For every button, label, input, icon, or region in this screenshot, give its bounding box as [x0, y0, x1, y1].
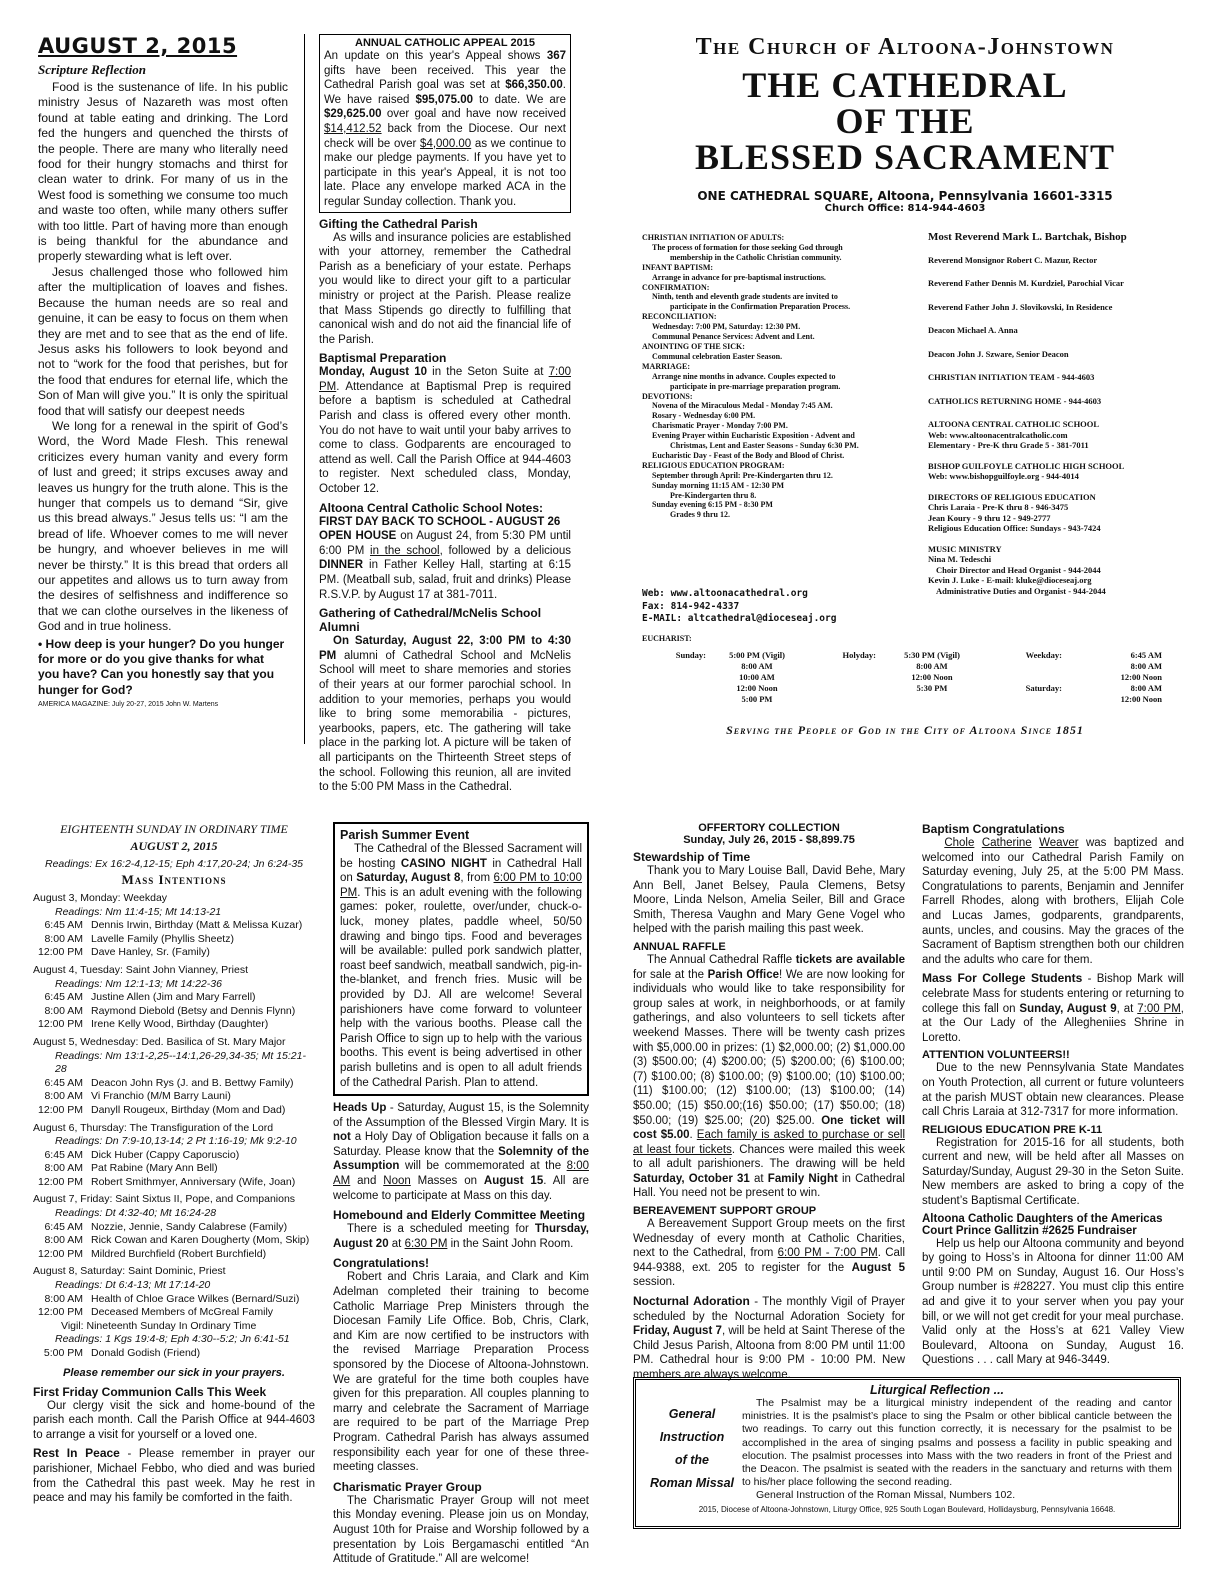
- acc-notes-body: FIRST DAY BACK TO SCHOOL - AUGUST 26 OPEN HOUSE on August 24, from 5:30 PM until 6:00 PM in the school, followed by a delicious DINNER in Father Kelley Hall, starting at 6:15 PM. (Meatball sub, salad, fruit and drinks) Please R.S.V.P. by August 17 at 381-7011.: [319, 515, 571, 601]
- music-ministry-line: Nina M. Tedeschi: [928, 554, 992, 564]
- intention-time: 8:00 AM: [44, 932, 83, 945]
- sacrament-heading: CHRISTIAN INITIATION OF ADULTS:: [642, 233, 785, 242]
- scripture-paragraph: We long for a renewal in the spirit of God’s Word, the Word Made Flesh. This renewal criticizes every human vanity and every form of lust and greed; it strips excuses away and leaves us hungry for the truth alone. This is the hunger that compels us to demand “Sir, give us this bread always.” Jesus tells us: “I am the bread of life. Whoever comes to me will never be hungry, and whoever believes in me will never be thirsty.” It is this bread that orders all our appetites and allows us to turn away from the desires of selfishness and indifference so that we can clothe ourselves in the likeness of God and in true holiness.: [38, 418, 288, 634]
- intention-row: [33, 1104, 315, 1118]
- music-ministry-line: Administrative Duties and Organist - 944-2044: [936, 585, 1106, 596]
- intention-row: [33, 1221, 315, 1235]
- intention-row: [33, 1077, 315, 1091]
- directory-entry: CATHOLICS RETURNING HOME - 944-4603: [928, 395, 1102, 406]
- holyday-times: [882, 650, 982, 705]
- appeal-body: An update on this year's Appeal shows 367 gifts have been received. This year the Cathedral Parish goal was set at $66,350.00. We have raised $95,075.00 to date. We are $29,625.00 over goal and have now received $14,412.52 back from the Diocese. Our next check will be over $4,000.00 as we continue to make our pledge payments. If you have yet to participate in this year's Appeal, it is not too late. Place any envelope marked ACA in the regular Sunday collection. Thank you.: [324, 50, 566, 208]
- ordinary-time-title: EIGHTEENTH SUNDAY IN ORDINARY TIME: [60, 822, 288, 836]
- intention-name: Robert Smithmyer, Anniversary (Wife, Joan): [91, 1175, 296, 1188]
- liturgical-text: [742, 1397, 1172, 1503]
- saturday-mass-time: 8:00 AM: [1130, 683, 1162, 693]
- volunteers-body: Due to the new Pennsylvania State Mandates on Youth Protection, all current or future volunteers at the parish MUST obtain new clearances. Please call Chris Laraia at 312-7317 for more information.: [922, 1062, 1184, 1119]
- intention-readings: Readings: Nm 11:4-15; Mt 14:13-21: [55, 905, 222, 918]
- directory-entry: CHRISTIAN INITIATION TEAM - 944-4603: [928, 372, 1095, 382]
- baptismal-title: Baptismal Preparation: [319, 351, 447, 366]
- email-link[interactable]: E-MAIL: altcathedral@dioceseaj.org: [642, 613, 837, 624]
- intention-name: Nozzie, Jennie, Sandy Calabrese (Family): [91, 1220, 288, 1233]
- music-ministry: [928, 544, 1188, 597]
- alumni-body: On Saturday, August 22, 3:00 PM to 4:30 PM alumni of Cathedral School and McNelis School will meet to share memories and stories of their years at our former parochial school. In addition to your memories, perhaps you would like to bring some memorabilia - pictures, yearbooks, papers, etc. The gathering will take place in the parking lot. A picture will be taken of all participants on the Thirteenth Street steps of the school. Following this reunion, all are invited to the 5:00 PM Mass in the Cathedral.: [319, 635, 571, 794]
- liturgical-cite: General Instruction of the Roman Missal, Numbers 102.: [756, 1489, 1016, 1502]
- holyday-mass-time: 5:30 PM (Vigil): [904, 650, 960, 660]
- summer-event-body: The Cathedral of the Blessed Sacrament will be hosting CASINO NIGHT in Cathedral Hall on Saturday, August 8, from 6:00 PM to 10:00 PM. This is an adult evening with the following games: poker, roulette, over/under, chuck-o-luck, money plates, paddle wheel, 50/50 drawing and bingo tips. Food and beverages will be available: pulled pork sandwich platter, roast beef sandwich, meatball sandwich, pig-in-the-blanket, and french fries. Music will be provided by DJ. All are welcome! Several parishioners have come forward to volunteer help with the various booths. Please call the Parish Office to sign up to help with the various booths. This event is being advertised in other parish bulletins and is open to all adult friends of the Cathedral Parish. Plan to attend.: [340, 843, 582, 1089]
- directory-entry: Deacon Michael A. Anna: [928, 325, 1018, 335]
- sacrament-heading: RECONCILIATION:: [642, 312, 717, 322]
- sunday-mass-time: 8:00 AM: [741, 661, 773, 671]
- acc-school-line: Elementary - Pre-K thru Grade 5 - 381-7011: [928, 440, 1089, 450]
- intention-row: [33, 933, 315, 947]
- bereavement-body: A Bereavement Support Group meets on the first Wednesday of every month at Catholic Charities, next to the Cathedral, from 6:00 PM - 7:00 PM. Call 944-9388, ext. 205 to register for the August 5 session.: [633, 1218, 906, 1289]
- intention-name: Deceased Members of McGreal Family: [91, 1306, 274, 1319]
- baptism-congrats-title: Baptism Congratulations: [922, 822, 1065, 836]
- intention-row: [33, 1018, 315, 1032]
- homebound-body: There is a scheduled meeting for Thursday, August 20 at 6:30 PM in the Saint John Room.: [333, 1223, 589, 1250]
- cathedral-line-1: THE CATHEDRAL: [742, 65, 1068, 105]
- intention-time: 6:45 AM: [44, 919, 83, 932]
- sacrament-line: Ninth, tenth and eleventh grade students are invited to: [652, 292, 838, 302]
- intention-row: [33, 1176, 315, 1190]
- middle-bottom-column: [333, 822, 589, 1567]
- summer-event-box: [333, 822, 589, 1096]
- mass-intentions-title: Mass Intentions: [121, 872, 227, 887]
- sacrament-line: September through April: Pre-Kindergarten thru 12.: [652, 470, 833, 480]
- bg-school-line: Web: www.bishopguilfoyle.org - 944-4014: [928, 471, 1079, 481]
- volunteers-title: ATTENTION VOLUNTEERS!!: [922, 1049, 1070, 1062]
- sacrament-line: participate in the Confirmation Preparation Process.: [670, 302, 851, 312]
- weekday-label: Weekday:: [1025, 650, 1062, 660]
- directory-entry: Reverend Father Dennis M. Kurdziel, Parochial Vicar: [928, 278, 1124, 288]
- sacrament-line: Rosary - Wednesday 6:00 PM.: [652, 411, 756, 421]
- intention-day: August 5, Wednesday: Ded. Basilica of St. Mary Major: [33, 1035, 286, 1048]
- offertory-column: [633, 822, 905, 1383]
- homebound-title: Homebound and Elderly Committee Meeting: [333, 1208, 586, 1223]
- intention-day: August 8, Saturday: Saint Dominic, Priest: [33, 1265, 226, 1278]
- charismatic-body: The Charismatic Prayer Group will not meet this Monday evening. Please join us on Monday, August 10th for Praise and Worship followed by a presentation by Lois Bergamaschi entitled “An Attitude of Gratitude.” All are welcome!: [333, 1494, 589, 1566]
- sacrament-heading: MARRIAGE:: [642, 361, 690, 371]
- fax-number: Fax: 814-942-4337: [642, 600, 740, 612]
- appeal-title: ANNUAL CATHOLIC APPEAL 2015: [355, 37, 535, 49]
- holyday-mass-time: 8:00 AM: [916, 661, 948, 671]
- intention-time: 8:00 AM: [44, 1234, 83, 1247]
- sick-prayer: Please remember our sick in your prayers.: [63, 1366, 285, 1379]
- daughters-title-1: Altoona Catholic Daughters of the Americas: [922, 1212, 1163, 1225]
- eucharist-label: EUCHARIST:: [642, 634, 692, 643]
- intention-time: 12:00 PM: [38, 1247, 83, 1260]
- intention-name: Dennis Irwin, Birthday (Matt & Melissa Kuzar): [91, 919, 303, 932]
- directory-entries: [928, 255, 1188, 407]
- scripture-column: [38, 34, 288, 709]
- weekday-saturday-labels: [982, 650, 1072, 705]
- sacrament-heading: CONFIRMATION:: [642, 282, 710, 292]
- nocturnal-adoration: Nocturnal Adoration - The monthly Vigil of Prayer scheduled by the Nocturnal Adoration Society for Friday, August 7, will be held at Saint Therese of the Child Jesus Parish, Altoona from 8:00 PM until 11:00 PM. Cathedral hour is 9:00 PM - 10:00 PM. New members are always welcome.: [633, 1294, 905, 1381]
- intention-time: 8:00 AM: [44, 1004, 83, 1017]
- religious-ed-directors: [928, 492, 1188, 534]
- sacrament-heading: RELIGIOUS EDUCATION PROGRAM:: [642, 460, 785, 470]
- sacrament-line: Grades 9 thru 12.: [670, 510, 730, 520]
- bereavement-title: BEREAVEMENT SUPPORT GROUP: [633, 1205, 817, 1218]
- intention-time: 6:45 AM: [44, 991, 83, 1004]
- scripture-paragraph: Jesus challenged those who followed him after the multiplication of loaves and fishes. Because the human needs are so real and genuine, it can be easy to focus on them when they are met and to see that as the end of life. Jesus asks his followers to look beyond and not to “work for the food that perishes, but for the food that endures for eternal life, which the Son of Man will give you.” It is only the spiritual food that will satisfy our deepest needs: [38, 264, 288, 418]
- first-friday-title: First Friday Communion Calls This Week: [33, 1384, 267, 1399]
- acc-notes-title: Altoona Central Catholic School Notes:: [319, 500, 544, 515]
- eucharist-schedule: [642, 650, 1192, 705]
- sacrament-line: Novena of the Miraculous Medal - Monday 7:45 AM.: [652, 401, 833, 411]
- intention-readings: Readings: Dn 7:9-10,13-14; 2 Pt 1:16-19; Mk 9:2-10: [55, 1135, 297, 1148]
- sacrament-line: Wednesday: 7:00 PM, Saturday: 12:30 PM.: [652, 322, 801, 332]
- scripture-paragraph: Food is the sustenance of life. In his public ministry Jesus of Nazareth was most often found at table eating and drinking. The Lord fed the hungers and quenched the thirsts of the people. There are many who literally need food for their hungry stomachs and thirst for clean water to drink. For many of us in the West food is something we consume too much and waste too often, while many others suffer with too little. Part of having more than enough is being thankful for the abundance and properly stewarding what is left over.: [38, 80, 288, 264]
- intention-row: [33, 1090, 315, 1104]
- acc-school-info: [928, 419, 1188, 451]
- staff-directory: [928, 232, 1188, 596]
- intention-row: [33, 1005, 315, 1019]
- offertory-title: OFFERTORY COLLECTION: [698, 822, 840, 834]
- summer-event-title: Parish Summer Event: [340, 828, 470, 842]
- sacrament-line: Evening Prayer within Eucharistic Exposition - Advent and: [652, 431, 855, 441]
- girm-label-line: General: [668, 1407, 716, 1421]
- sacrament-line: Sunday morning 11:15 AM - 12:30 PM: [652, 480, 785, 490]
- intention-time: 12:00 PM: [38, 946, 83, 959]
- re-director-line: DIRECTORS OF RELIGIOUS EDUCATION: [928, 491, 1096, 502]
- gifting-title: Gifting the Cathedral Parish: [319, 216, 478, 231]
- middle-top-column: [319, 34, 571, 795]
- intention-row: [33, 1149, 315, 1163]
- heads-up: Heads Up - Saturday, August 15, is the Solemnity of the Assumption of the Blessed Virgin Mary. It is not a Holy Day of Obligation because it falls on a Saturday. Please know that the Solemnity of the Assumption will be commemorated at the 8:00 AM and Noon Masses on August 15. All are welcome to participate at Mass on this day.: [333, 1102, 590, 1202]
- sacrament-line: Eucharistic Day - Feast of the Body and Blood of Christ.: [652, 450, 845, 460]
- intention-name: Rick Cowan and Karen Dougherty (Mom, Skip): [91, 1234, 310, 1247]
- stewardship-body: Thank you to Mary Louise Ball, David Behe, Mary Ann Bell, Janet Belsey, Paula Clemens, Betsy Moore, Linda Nelson, Amelia Seiler, Bill and Grace Smith, Theresa Vaughn and Mary Gene Vogel who helped with the parish mailing this past week.: [633, 865, 905, 936]
- re-director-line: Chris Laraia - Pre-K thru 8 - 946-3475: [928, 502, 1069, 512]
- sunday-mass-time: 10:00 AM: [739, 672, 775, 682]
- intention-name: Lavelle Family (Phyllis Sheetz): [91, 932, 234, 945]
- sacrament-line: Pre-Kindergarten thru 8.: [670, 490, 757, 500]
- bg-school-info: [928, 461, 1188, 482]
- sacrament-line: The process of formation for those seeking God through: [652, 242, 843, 252]
- directory-entry: Deacon John J. Szware, Senior Deacon: [928, 348, 1069, 359]
- weekday-mass-time: 6:45 AM: [1130, 650, 1162, 660]
- holyday-mass-time: 5:30 PM: [916, 683, 948, 693]
- intention-name: Justine Allen (Jim and Mary Farrell): [91, 991, 256, 1004]
- intention-name: Danyll Rougeux, Birthday (Mom and Dad): [91, 1103, 286, 1116]
- holyday-mass-time: 12:00 Noon: [911, 672, 953, 682]
- liturgical-body: The Psalmist may be a liturgical ministry independent of the reading and cantor ministries. It is the psalmist’s place to sing the Psalm or other biblical canticle between the two readings. To carry out this function correctly, it is necessary for the psalmist to be accomplished in the area of singing psalms and possess a facility in public speaking and elocution. The psalmist processes into Mass with the two readers in front of the Priest and the Deacon. The psalmist is seated with the readers in the sanctuary and returns with them to his/her place following the second reading.: [742, 1397, 1172, 1489]
- intention-readings: Readings: Nm 12:1-13; Mt 14:22-36: [55, 977, 222, 990]
- cathedral-line-3: BLESSED SACRAMENT: [694, 137, 1116, 177]
- annual-appeal-box: [319, 34, 571, 213]
- contact-block: [642, 588, 836, 626]
- sacrament-line: Sunday evening 6:15 PM - 8:30 PM: [652, 500, 773, 510]
- sunday-readings: Readings: Ex 16:2-4,12-15; Eph 4:17,20-24; Jn 6:24-35: [44, 858, 303, 870]
- sunday-times: [712, 650, 802, 705]
- alumni-title: Gathering of Cathedral/McNelis School Alumni: [319, 606, 542, 635]
- liturgical-reflection-box: [633, 1377, 1181, 1529]
- sacrament-line: Arrange nine months in advance. Couples expected to: [652, 371, 836, 381]
- sacraments-list: [642, 233, 912, 520]
- saturday-label: Saturday:: [1025, 683, 1062, 693]
- intention-name: Dick Huber (Cappy Caporuscio): [91, 1148, 240, 1161]
- charismatic-title: Charismatic Prayer Group: [333, 1479, 482, 1494]
- directory-entry: Reverend Monsignor Robert C. Mazur, Rector: [928, 254, 1098, 265]
- intention-row: [33, 919, 315, 933]
- intention-day: August 4, Tuesday: Saint John Vianney, Priest: [33, 963, 248, 976]
- vigil-title: Vigil: Nineteenth Sunday In Ordinary Time: [61, 1319, 257, 1332]
- college-mass: Mass For College Students - Bishop Mark will celebrate Mass for students entering or returning to college this fall on Sunday, August 9, at 7:00 PM, at the Our Lady of the Allegheniies Shrine in Loretto.: [922, 971, 1184, 1044]
- bishop-name: Most Reverend Mark L. Bartchak, Bishop: [928, 231, 1127, 243]
- intention-day: August 7, Friday: Saint Sixtus II, Pope, and Companions: [33, 1193, 296, 1206]
- music-ministry-line: Kevin J. Luke - E-mail: kluke@dioceseaj.org: [928, 575, 1092, 585]
- intention-time: 6:45 AM: [44, 1148, 83, 1161]
- intention-time: 8:00 AM: [44, 1292, 83, 1305]
- sacrament-line: participate in pre-marriage preparation program.: [670, 381, 841, 391]
- congrats-title: Congratulations!: [333, 1256, 429, 1271]
- mass-intention-days: [33, 892, 315, 1320]
- music-ministry-line: Choir Director and Head Organist - 944-2044: [936, 564, 1101, 575]
- intention-row: [33, 1248, 315, 1262]
- intention-time: 12:00 PM: [38, 1103, 83, 1116]
- intention-time: 6:45 AM: [44, 1220, 83, 1233]
- baptism-congrats-body: Chole Catherine Weaver was baptized and welcomed into our Cathedral Parish Family on Saturday evening, July 25, at the 5:00 PM Mass. Congratulations to parents, Benjamin and Jennifer Farrell Rhodes, along with brothers, Elijah Cole and Lucas James, godparents, grandparents, aunts, uncles, and cousins. May the graces of the Sacrament of Baptism strengthen both our children and the adults who care for them.: [922, 837, 1184, 966]
- stewardship-title: Stewardship of Time: [633, 850, 751, 864]
- sacrament-line: Charismatic Prayer - Monday 7:00 PM.: [652, 421, 788, 431]
- intention-name: Irene Kelly Wood, Birthday (Daughter): [91, 1018, 269, 1031]
- daughters-body: Help us help our Altoona community and beyond by going to Hoss’s in Altoona for dinner 11:00 AM until 9:00 PM on Sunday, August 16. Our Hoss’s Group number is #28227. You must clip this entire ad and give it to your server when you pay your bill, or we will not get credit for your meal purchase. Valid only at the Hoss’s at 621 Valley View Boulevard, Altoona on Sunday, August 16. Questions . . . call Mary at 946-3449.: [922, 1237, 1184, 1367]
- church-name: The Church of Altoona-Johnstown: [695, 34, 1115, 60]
- intention-name: Raymond Diebold (Betsy and Dennis Flynn): [91, 1004, 296, 1017]
- scripture-source: AMERICA MAGAZINE: July 20-27, 2015 John W. Martens: [38, 701, 219, 709]
- weekday-mass-time: 8:00 AM: [1130, 661, 1162, 671]
- acc-school-line: Web: www.altoonacentralcatholic.com: [928, 429, 1068, 440]
- intention-row: [33, 946, 315, 960]
- office-phone: Church Office: 814-944-4603: [824, 203, 986, 214]
- cathedral-line-2: OF THE: [835, 101, 975, 141]
- sacrament-line: Communal celebration Easter Season.: [652, 351, 783, 361]
- directory-entry: Reverend Father John J. Slovikovski, In Residence: [928, 301, 1113, 312]
- weekday-mass-time: 12:00 Noon: [1120, 672, 1162, 682]
- girm-label-line: Instruction: [659, 1430, 725, 1444]
- intention-row: [33, 1293, 315, 1307]
- saturday-mass-time: 12:00 Noon: [1120, 694, 1162, 704]
- intention-readings: Readings: Dt 6:4-13; Mt 17:14-20: [55, 1279, 211, 1292]
- sunday-label: Sunday:: [675, 650, 706, 660]
- liturgical-title: Liturgical Reflection ...: [869, 1383, 1005, 1397]
- re-director-line: Religious Education Office: Sundays - 943-7424: [928, 523, 1101, 533]
- liturgical-content: [642, 1397, 1172, 1503]
- vigil-readings: Readings: 1 Kgs 19:4-8; Eph 4:30--5:2; Jn 6:41-51: [55, 1333, 290, 1346]
- baptismal-body: Monday, August 10 in the Seton Suite at 7:00 PM. Attendance at Baptismal Prep is required before a baptism is scheduled at Cathedral Parish and class is offered every other month. You do not have to wait until your baby arrives to come to class. Godparents are encouraged to attend as well. Call the Parish Office at 944-4603 to register. Next scheduled class, Monday, October 12.: [319, 366, 571, 496]
- raffle-title: ANNUAL RAFFLE: [633, 940, 726, 953]
- address: ONE CATHEDRAL SQUARE, Altoona, Pennsylvania 16601-3315: [697, 189, 1113, 203]
- girm-label-line: Roman Missal: [649, 1476, 735, 1490]
- sacrament-line: membership in the Catholic Christian community.: [670, 252, 842, 262]
- bg-school-line: BISHOP GUILFOYLE CATHOLIC HIGH SCHOOL: [928, 460, 1125, 471]
- rest-in-peace: Rest In Peace - Please remember in prayer our parishioner, Michael Febbo, who died and was buried from the Cathedral this past week. May he rest in peace and may his family be comforted in the faith.: [33, 1446, 316, 1505]
- intention-row: [33, 1306, 315, 1320]
- scripture-question: • How deep is your hunger? Do you hunger for more or do you give thanks for what you have? Can you honestly say that you hunger for God?: [38, 636, 285, 697]
- column-divider: [304, 34, 305, 744]
- intention-name: Deacon John Rys (J. and B. Bettwy Family): [91, 1076, 294, 1089]
- intention-time: 8:00 AM: [44, 1162, 83, 1175]
- sunday-mass-time: 5:00 PM (Vigil): [729, 650, 785, 660]
- intention-day: August 3, Monday: Weekday: [33, 892, 168, 904]
- religious-ed-title: RELIGIOUS EDUCATION PRE K-11: [922, 1123, 1103, 1136]
- vigil-intention: 5:00 PM Donald Godish (Friend): [43, 1347, 201, 1359]
- saturday-times: [1072, 683, 1162, 705]
- sacrament-heading: INFANT BAPTISM:: [642, 262, 714, 272]
- first-friday-body: Our clergy visit the sick and home-bound of the parish each month. Call the Parish Office at 944-4603 to arrange a visit for yourself or a loved one.: [33, 1399, 315, 1441]
- acc-school-line: ALTOONA CENTRAL CATHOLIC SCHOOL: [928, 419, 1100, 429]
- tagline: Serving the People of God in the City of Altoona Since 1851: [726, 723, 1084, 737]
- intention-time: 8:00 AM: [44, 1090, 83, 1103]
- intention-time: 12:00 PM: [38, 1018, 83, 1031]
- sacrament-line: Arrange in advance for pre-baptismal instructions.: [652, 272, 826, 282]
- religious-ed-body: Registration for 2015-16 for all students, both current and new, will be held after all Masses on Saturday/Sunday, August 29-30 in the Seton Suite. New members are asked to bring a copy of the student’s Baptismal Certificate.: [922, 1136, 1184, 1208]
- intention-time: 12:00 PM: [38, 1306, 83, 1319]
- sacrament-heading: ANOINTING OF THE SICK:: [642, 341, 745, 351]
- intention-day: August 6, Thursday: The Transfiguration of the Lord: [33, 1121, 274, 1134]
- intention-time: 12:00 PM: [38, 1175, 83, 1188]
- web-link[interactable]: Web: www.altoonacathedral.org: [642, 588, 808, 599]
- raffle-body: The Annual Cathedral Raffle tickets are available for sale at the Parish Office! We are now looking for individuals who would like to take responsibility for group sales at work, in neighborhoods, or at family gatherings, and also volunteers to sell tickets after weekend Masses. There will be twenty cash prizes with $5,000.00 in prizes: (1) $2,000.00; (2) $1,000.00 (3) $500.00; (4) $200.00; (5) $200.00; (6) $100.00; (7) $100.00; (8) $100.00; (9) $100.00; (10) $100.00; (11) $100.00; (12) $100.00; (13) $100.00; (14) $50.00; (15) $50.00;(16) $50.00; (17) $50.00; (18) $50.00; (19) $25.00; (20) $25.00. One ticket will cost $5.00. Each family is asked to purchase or sell at least four tickets. Chances were mailed this week to all adult parishioners. The drawing will be held Saturday, October 31 at Family Night in Cathedral Hall. You need not be present to win.: [633, 953, 906, 1200]
- re-director-line: Jean Koury - 9 thru 12 - 949-2777: [928, 512, 1051, 523]
- liturgical-footer: 2015, Diocese of Altoona-Johnstown, Liturgy Office, 925 South Logan Boulevard, Hollidaysburg, Pennsylvania 16648.: [698, 1504, 1116, 1514]
- intention-row: [33, 991, 315, 1005]
- intention-readings: Readings: Dt 4:32-40; Mt 16:24-28: [55, 1207, 217, 1220]
- intention-name: Dave Hanley, Sr. (Family): [91, 946, 210, 959]
- weekday-times: [1072, 650, 1162, 683]
- intention-name: Mildred Burchfield (Robert Burchfield): [91, 1247, 267, 1260]
- right-bottom-column: [922, 822, 1184, 1368]
- music-ministry-line: MUSIC MINISTRY: [928, 543, 1002, 554]
- gifting-body: As wills and insurance policies are established with your attorney, remember the Cathedral Parish as a beneficiary of your estate. Perhaps you would like to direct your gift to a particular ministry or project at the Parish. Please realize that Mass Stipends go directly to fulfilling that canonical wish and do not aid the financial life of the Parish.: [319, 231, 571, 346]
- sacrament-line: Christmas, Lent and Easter Seasons - Sunday 6:30 PM.: [670, 441, 859, 451]
- mass-intentions-column: [33, 822, 315, 1506]
- sunday-mass-time: 5:00 PM: [741, 694, 773, 704]
- holyday-label: Holyday:: [842, 650, 876, 660]
- weekday-saturday-times: [1072, 650, 1162, 705]
- intention-name: Vi Franchio (M/M Barry Launi): [91, 1090, 231, 1103]
- offertory-sub: Sunday, July 26, 2015 - $8,899.75: [683, 834, 855, 846]
- ordinary-time-date: AUGUST 2, 2015: [130, 839, 218, 853]
- congrats-body: Robert and Chris Laraia, and Clark and Kim Adelman completed their training to become Catholic Marriage Prep Ministers through the Diocesan Family Life Office. Bob, Chris, Clark, and Kim are now certified to be instructors with the revised Marriage Preparation Process sponsored by the Diocese of Altoona-Johnstown. We are grateful for the time both couples have given for this preparation. All couples planning to marry and celebrate the Sacrament of Marriage are required to be part of the Marriage Prep Program. Cathedral Parish has always assumed responsibility each year for one of these three-meeting classes.: [333, 1271, 589, 1474]
- bulletin-date: AUGUST 2, 2015: [38, 34, 238, 58]
- intention-name: Pat Rabine (Mary Ann Bell): [91, 1162, 218, 1175]
- daughters-title-2: Court Prince Gallitzin #2625 Fundraiser: [922, 1224, 1137, 1237]
- intention-readings: Readings: Nm 13:1-2,25--14:1,26-29,34-35; Mt 15:21-28: [55, 1049, 306, 1076]
- scripture-title: Scripture Reflection: [38, 62, 146, 77]
- intention-row: [33, 1162, 315, 1176]
- vigil-block: [33, 1320, 315, 1361]
- intention-row: [33, 1234, 315, 1248]
- masthead: [620, 34, 1190, 214]
- sunday-mass-time: 12:00 Noon: [736, 683, 778, 693]
- girm-label-line: of the: [674, 1453, 710, 1467]
- gIRM-label: [642, 1397, 742, 1503]
- intention-name: Health of Chloe Grace Wilkes (Bernard/Suzi): [91, 1292, 300, 1305]
- sacrament-heading: DEVOTIONS:: [642, 391, 693, 401]
- intention-time: 6:45 AM: [44, 1076, 83, 1089]
- sacrament-line: Communal Penance Services: Advent and Lent.: [652, 332, 815, 342]
